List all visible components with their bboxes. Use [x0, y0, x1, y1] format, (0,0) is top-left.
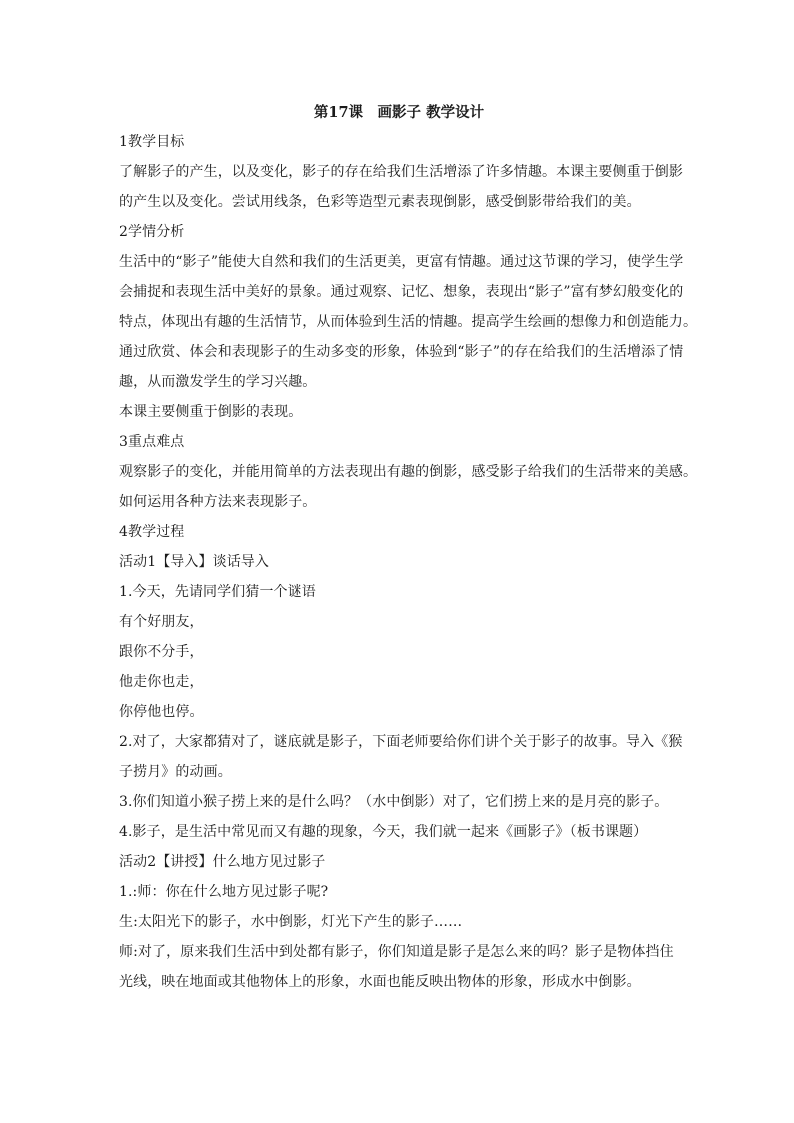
document-title: 第17课 画影子 教学设计 [313, 104, 485, 121]
text-line: 活动1【导入】谈话导入 [119, 554, 270, 570]
text-line: 的产生以及变化。尝试用线条，色彩等造型元素表现倒影，感受倒影带给我们的美。 [119, 194, 641, 210]
text-line: 4.影子，是生活中常见而又有趣的现象，今天，我们就一起来《画影子》（板书课题） [119, 824, 648, 840]
text-line: 跟你不分手， [119, 644, 204, 660]
text-line: 特点，体现出有趣的生活情节，从而体验到生活的情趣。提高学生绘画的想像力和创造能力。 [119, 314, 698, 330]
text-line: 活动2【讲授】什么地方见过影子 [119, 854, 326, 870]
text-line: 他走你也走， [119, 674, 204, 690]
text-line: 4教学过程 [119, 524, 185, 540]
text-line: 3重点难点 [119, 434, 185, 450]
text-line: 如何运用各种方法来表现影子。 [119, 494, 317, 510]
text-line: 1.:师：你在什么地方见过影子呢? [119, 884, 329, 900]
text-line: 3.你们知道小猴子捞上来的是什么吗？（水中倒影）对了，它们捞上来的是月亮的影子。 [119, 794, 669, 810]
text-line: 生:太阳光下的影子，水中倒影，灯光下产生的影子…… [119, 914, 463, 930]
document-lines [119, 127, 698, 997]
text-line: 你停他也停。 [119, 704, 204, 720]
text-line: 通过欣赏、体会和表现影子的生动多变的形象，体验到“影子”的存在给我们的生活增添了情 [119, 344, 684, 360]
text-line: 2学情分析 [119, 224, 185, 240]
text-line: 1教学目标 [119, 134, 185, 150]
text-line: 有个好朋友， [119, 614, 204, 630]
document-body [119, 101, 698, 997]
text-line: 2.对了，大家都猜对了，谜底就是影子，下面老师要给你们讲个关于影子的故事。导入《猴 [119, 734, 683, 750]
text-line: 光线，映在地面或其他物体上的形象，水面也能反映出物体的形象，形成水中倒影。 [119, 974, 641, 990]
text-line: 了解影子的产生，以及变化，影子的存在给我们生活增添了许多情趣。本课主要侧重于倒影 [119, 164, 683, 180]
text-line: 观察影子的变化，并能用简单的方法表现出有趣的倒影，感受影子给我们的生活带来的美感。 [119, 464, 698, 480]
text-line: 生活中的“影子”能使大自然和我们的生活更美，更富有情趣。通过这节课的学习，使学生学 [119, 254, 684, 270]
text-line: 会捕捉和表现生活中美好的景象。通过观察、记忆、想象，表现出“影子”富有梦幻般变化的 [119, 284, 684, 300]
text-line: 师:对了，原来我们生活中到处都有影子，你们知道是影子是怎么来的吗？影子是物体挡住 [119, 944, 674, 960]
text-line: 1.今天，先请同学们猜一个谜语 [119, 584, 316, 600]
text-line: 本课主要侧重于倒影的表现。 [119, 404, 303, 420]
text-line: 趣，从而激发学生的学习兴趣。 [119, 374, 317, 390]
text-line: 子捞月》的动画。 [119, 764, 232, 780]
